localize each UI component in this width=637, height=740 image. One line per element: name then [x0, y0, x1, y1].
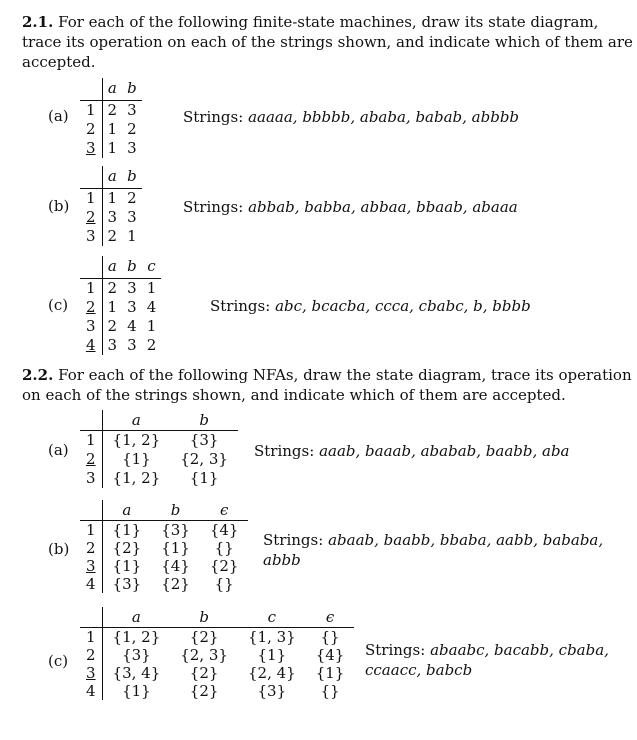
exercise-number: 2.2. [22, 366, 54, 384]
part-label: (c) [48, 652, 69, 670]
table-2-2-b: a b ϵ 1 {1} {3} {4} 2 {2} {1} {} 3 {1} {4} {2} 4 {3} {2} {} [80, 500, 248, 593]
exercise-2-2 [22, 365, 636, 405]
part-label: (a) [48, 441, 69, 459]
exercise-number: 2.1. [22, 13, 54, 31]
strings-2-2-b: Strings: abaab, baabb, bbaba, aabb, bababa, abbb [263, 531, 604, 569]
table-2-1-a: a b 1 2 3 2 1 2 3 1 3 [80, 78, 142, 158]
strings-2-1-c: Strings: abc, bcacba, ccca, cbabc, b, bbbb [210, 297, 531, 315]
strings-2-2-a: Strings: aaab, baaab, ababab, baabb, aba [254, 442, 570, 460]
table-2-1-c: a b c 1 2 3 1 2 1 3 4 3 2 4 1 4 3 3 2 [80, 256, 161, 355]
table-2-2-a: a b 1 {1, 2} {3} 2 {1} {2, 3} 3 {1, 2} {1} [80, 410, 238, 488]
exercise-2-1 [22, 12, 636, 72]
strings-2-2-c: Strings: abaabc, bacabb, cbaba, ccaacc, babcb [365, 641, 609, 679]
part-label: (b) [48, 540, 70, 558]
exercise-text: For each of the following NFAs, draw the state diagram, trace its operation on each of the strings shown, and indicate which of them are accepted. [22, 366, 632, 404]
table-2-1-b: a b 1 1 2 2 3 3 3 2 1 [80, 166, 142, 246]
strings-2-1-b: Strings: abbab, babba, abbaa, bbaab, abaaa [183, 198, 518, 216]
strings-2-1-a: Strings: aaaaa, bbbbb, ababa, babab, abbbb [183, 108, 520, 126]
part-label: (c) [48, 296, 69, 314]
exercise-text: For each of the following finite-state machines, draw its state diagram, trace its operation on each of the strings shown, and indicate which of them are accepted. [22, 13, 633, 71]
part-label: (b) [48, 197, 70, 215]
table-2-2-c: a b c ϵ 1 {1, 2} {2} {1, 3} {} 2 {3} {2, 3} {1} {4} 3 {3, 4} {2} {2, 4} {1} 4 {1} {2} {3} {} [80, 607, 354, 700]
part-label: (a) [48, 107, 69, 125]
